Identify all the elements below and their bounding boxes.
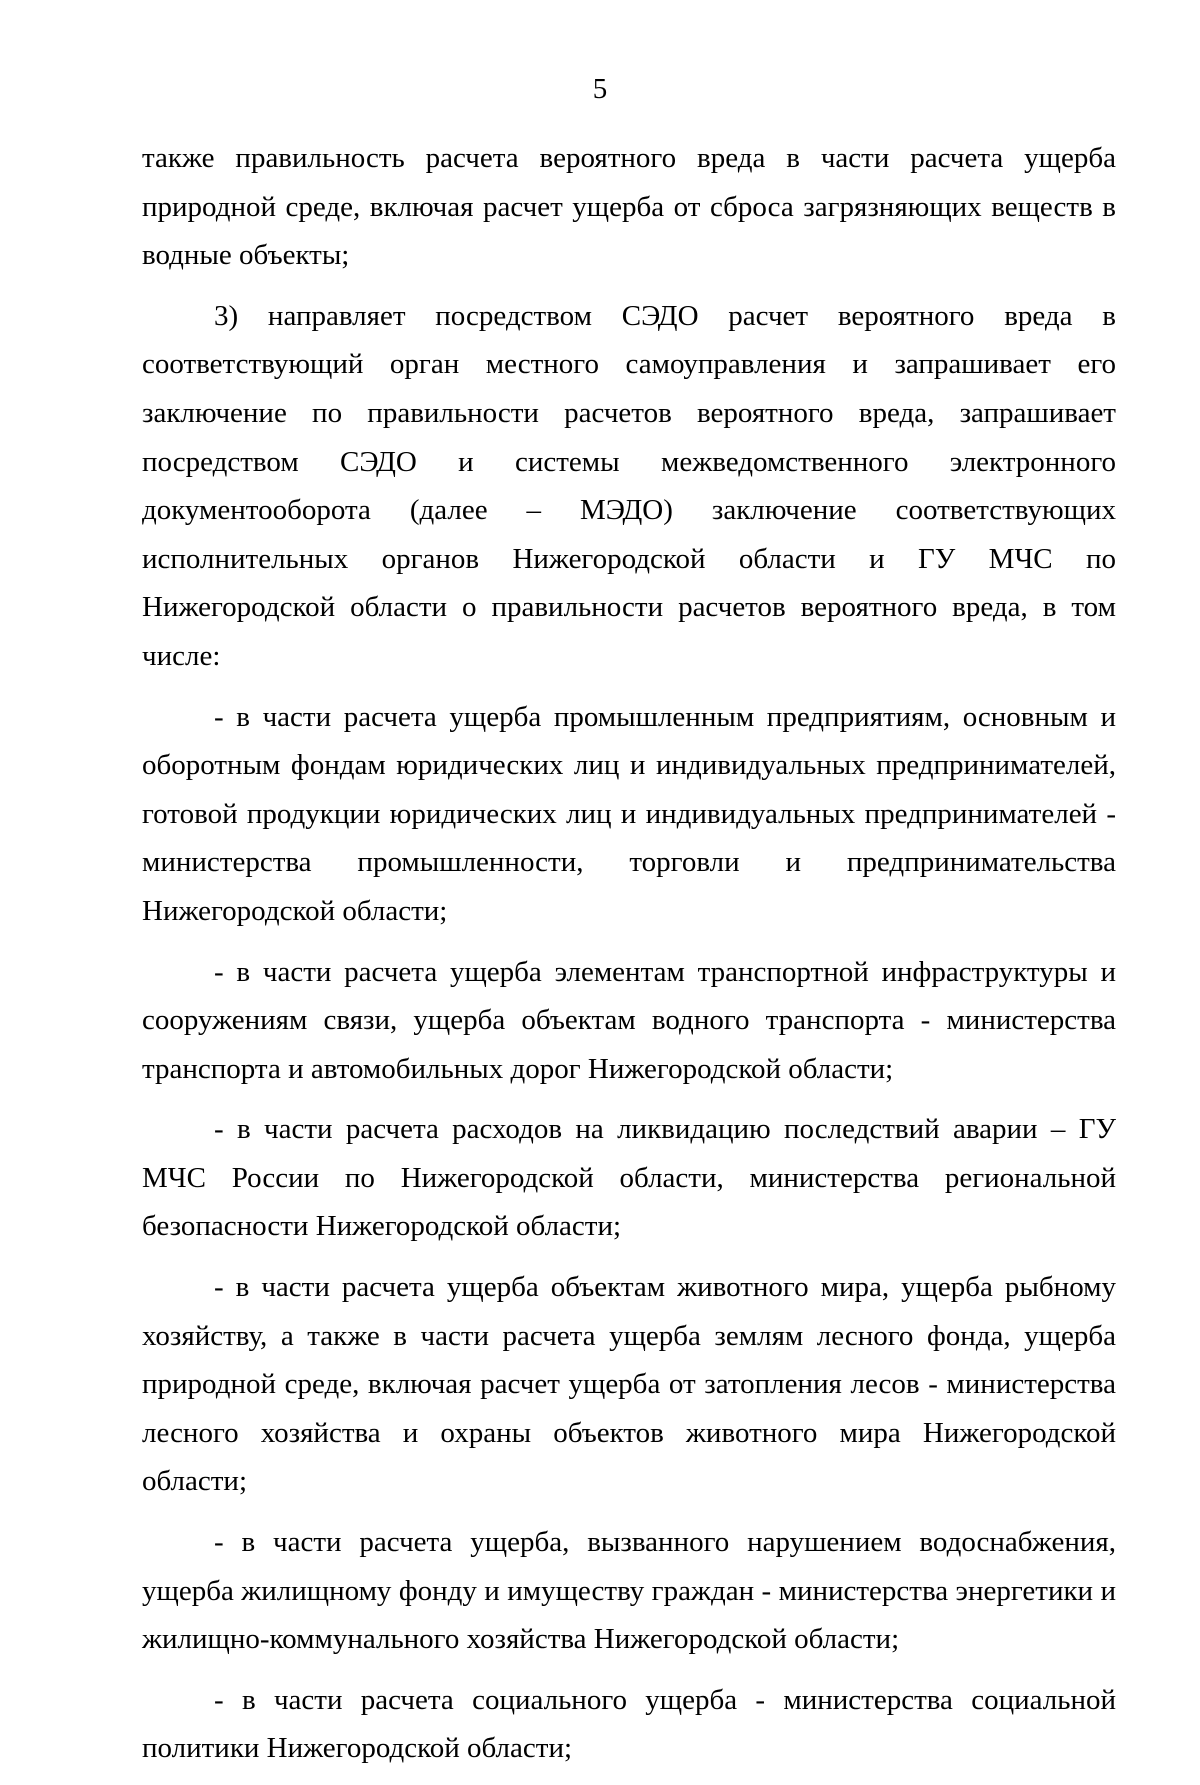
paragraph-social-policy: - в части расчета социального ущерба - министерства социальной политики Нижегородской области;: [142, 1683, 1116, 1765]
page-number: 5: [592, 73, 608, 105]
paragraph-energy-housing: - в части расчета ущерба, вызванного нарушением водоснабжения, ущерба жилищному фонду и имуществу граждан - министерства энергетики и жилищно-коммунального хозяйства Нижегородской области;: [142, 1526, 1116, 1656]
paragraph-industry: - в части расчета ущерба промышленным предприятиям, основным и оборотным фондам юридических лиц и индивидуальных предпринимателей, готовой продукции юридических лиц и индивидуальных предпринимателей - министерства промышленности, торговли и предпринимательства Нижегородской области;: [142, 700, 1116, 927]
paragraph-transport: - в части расчета ущерба элементам транспортной инфраструктуры и сооружениям связи, ущерба объектам водного транспорта - министерства транспорта и автомобильных дорог Нижегородской области;: [142, 955, 1116, 1085]
paragraph-emergency: - в части расчета расходов на ликвидацию последствий аварии – ГУ МЧС России по Нижегородской области, министерства региональной безопасности Нижегородской области;: [142, 1113, 1116, 1243]
paragraph-item-3: 3) направляет посредством СЭДО расчет вероятного вреда в соответствующий орган местного самоуправления и запрашивает его заключение по правильности расчетов вероятного вреда, запрашивает посредством СЭДО и системы межведомственного электронного документооборота (далее – МЭДО) заключение соответствующих исполнительных органов Нижегородской области и ГУ МЧС по Нижегородской области о правильности расчетов вероятного вреда, в том числе:: [142, 299, 1116, 672]
paragraph-forestry-wildlife: - в части расчета ущерба объектам животного мира, ущерба рыбному хозяйству, а также в части расчета ущерба землям лесного фонда, ущерба природной среде, включая расчет ущерба от затопления лесов - министерства лесного хозяйства и охраны объектов животного мира Нижегородской области;: [142, 1271, 1116, 1498]
document-body: [142, 134, 1116, 1785]
paragraph-continuation: также правильность расчета вероятного вреда в части расчета ущерба природной среде, включая расчет ущерба от сброса загрязняющих веществ в водные объекты;: [142, 142, 1116, 272]
